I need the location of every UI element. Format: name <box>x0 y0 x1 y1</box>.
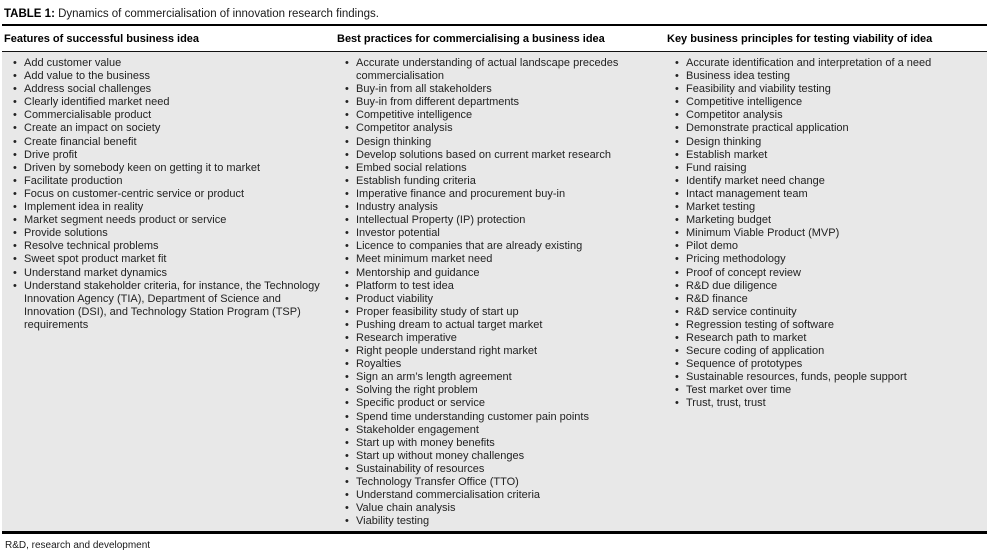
list-item: • Market segment needs product or service <box>12 214 322 227</box>
list-item: • Identify market need change <box>674 175 975 188</box>
list-item: • Sweet spot product market fit <box>12 253 322 266</box>
list-item: • Accurate identification and interpretation of a need <box>674 57 975 70</box>
list-item: • Sign an arm’s length agreement <box>344 371 652 384</box>
list-item: • Pushing dream to actual target market <box>344 319 652 332</box>
list-item: • Drive profit <box>12 149 322 162</box>
list-item: • Platform to test idea <box>344 280 652 293</box>
list-item: • Sequence of prototypes <box>674 358 975 371</box>
list-item: • Clearly identified market need <box>12 96 322 109</box>
list-item: • Regression testing of software <box>674 319 975 332</box>
list-item: • Start up without money challenges <box>344 450 652 463</box>
column-key-principles <box>664 57 987 528</box>
list-item: • Feasibility and viability testing <box>674 83 975 96</box>
list-item: • Fund raising <box>674 162 975 175</box>
column-header-best-practices: Best practices for commercialising a business idea <box>337 33 605 45</box>
list-item: • Pilot demo <box>674 240 975 253</box>
list-item: • Stakeholder engagement <box>344 424 652 437</box>
list-item: • Marketing budget <box>674 214 975 227</box>
list-item: • Solving the right problem <box>344 384 652 397</box>
table-label: TABLE 1: <box>4 8 55 20</box>
list-item: • Industry analysis <box>344 201 652 214</box>
list-item: • Embed social relations <box>344 162 652 175</box>
column-features <box>2 57 334 528</box>
list-item: • Trust, trust, trust <box>674 397 975 410</box>
list-item: • Buy-in from different departments <box>344 96 652 109</box>
list-item: • Facilitate production <box>12 175 322 188</box>
key-principles-list <box>664 57 987 411</box>
list-item: • Address social challenges <box>12 83 322 96</box>
list-item: • Business idea testing <box>674 70 975 83</box>
column-header-features: Features of successful business idea <box>4 33 200 45</box>
list-item: • Viability testing <box>344 515 652 528</box>
list-item: • Pricing methodology <box>674 253 975 266</box>
list-item: • Develop solutions based on current market research <box>344 149 652 162</box>
list-item: • R&D due diligence <box>674 280 975 293</box>
list-item: • Add customer value <box>12 57 322 70</box>
list-item: • Competitor analysis <box>344 122 652 135</box>
list-item: • Royalties <box>344 358 652 371</box>
list-item: • Provide solutions <box>12 227 322 240</box>
list-item: • Accurate understanding of actual landscape precedes commercialisation <box>344 57 652 83</box>
list-item: • Test market over time <box>674 384 975 397</box>
list-item: • Demonstrate practical application <box>674 122 975 135</box>
list-item: • Meet minimum market need <box>344 253 652 266</box>
list-item: • Secure coding of application <box>674 345 975 358</box>
list-item: • Implement idea in reality <box>12 201 322 214</box>
table-caption-text: Dynamics of commercialisation of innovation research findings. <box>58 8 379 20</box>
list-item: • Understand market dynamics <box>12 267 322 280</box>
list-item: • Minimum Viable Product (MVP) <box>674 227 975 240</box>
best-practices-list <box>334 57 664 528</box>
list-item: • Understand commercialisation criteria <box>344 489 652 502</box>
list-item: • Proper feasibility study of start up <box>344 306 652 319</box>
table-footnote: R&D, research and development <box>5 540 151 552</box>
column-best-practices <box>334 57 664 528</box>
list-item: • R&D service continuity <box>674 306 975 319</box>
list-item: • Spend time understanding customer pain points <box>344 411 652 424</box>
features-list <box>2 57 334 332</box>
list-item: • Commercialisable product <box>12 109 322 122</box>
list-item: • Competitor analysis <box>674 109 975 122</box>
list-item: • Licence to companies that are already existing <box>344 240 652 253</box>
list-item: • Sustainable resources, funds, people support <box>674 371 975 384</box>
column-header-key-principles: Key business principles for testing viability of idea <box>667 33 933 45</box>
list-item: • Competitive intelligence <box>674 96 975 109</box>
list-item: • Establish market <box>674 149 975 162</box>
list-item: • Buy-in from all stakeholders <box>344 83 652 96</box>
list-item: • Product viability <box>344 293 652 306</box>
list-item: • Specific product or service <box>344 397 652 410</box>
list-item: • R&D finance <box>674 293 975 306</box>
table-header-row <box>2 26 987 52</box>
table-caption <box>2 0 987 26</box>
list-item: • Create an impact on society <box>12 122 322 135</box>
list-item: • Proof of concept review <box>674 267 975 280</box>
list-item: • Imperative finance and procurement buy-in <box>344 188 652 201</box>
list-item: • Research imperative <box>344 332 652 345</box>
table-1 <box>2 0 987 551</box>
list-item: • Mentorship and guidance <box>344 267 652 280</box>
list-item: • Understand stakeholder criteria, for instance, the Technology Innovation Agency (TIA), Department of Science and Innovation (DSI), and Technology Station Program (TSP) requirements <box>12 280 322 332</box>
list-item: • Value chain analysis <box>344 502 652 515</box>
list-item: • Research path to market <box>674 332 975 345</box>
list-item: • Focus on customer-centric service or product <box>12 188 322 201</box>
list-item: • Technology Transfer Office (TTO) <box>344 476 652 489</box>
list-item: • Start up with money benefits <box>344 437 652 450</box>
table-body <box>2 52 987 534</box>
list-item: • Driven by somebody keen on getting it to market <box>12 162 322 175</box>
list-item: • Design thinking <box>344 136 652 149</box>
list-item: • Market testing <box>674 201 975 214</box>
list-item: • Create financial benefit <box>12 136 322 149</box>
list-item: • Right people understand right market <box>344 345 652 358</box>
list-item: • Resolve technical problems <box>12 240 322 253</box>
list-item: • Competitive intelligence <box>344 109 652 122</box>
list-item: • Investor potential <box>344 227 652 240</box>
list-item: • Add value to the business <box>12 70 322 83</box>
list-item: • Establish funding criteria <box>344 175 652 188</box>
list-item: • Intellectual Property (IP) protection <box>344 214 652 227</box>
list-item: • Design thinking <box>674 136 975 149</box>
list-item: • Intact management team <box>674 188 975 201</box>
list-item: • Sustainability of resources <box>344 463 652 476</box>
